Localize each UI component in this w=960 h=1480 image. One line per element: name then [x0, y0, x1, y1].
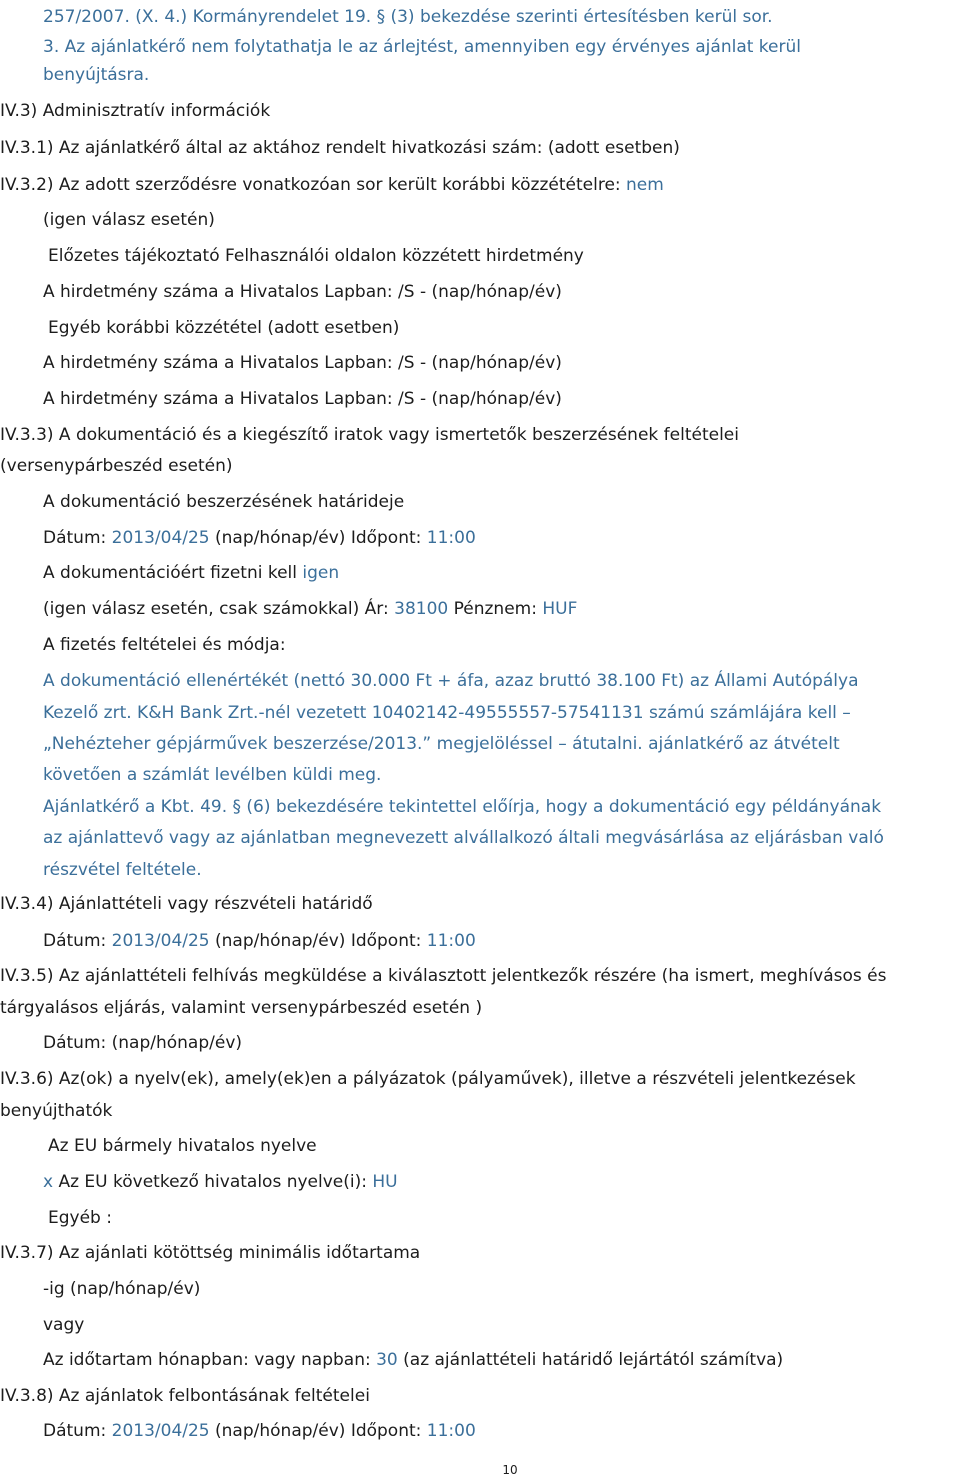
iv36-following-language — [43, 1171, 398, 1193]
page-number: 10 — [502, 1463, 518, 1477]
language-value: HU — [372, 1172, 398, 1192]
iv36-any-eu-language: Az EU bármely hivatalos nyelve — [48, 1136, 317, 1156]
iv32-label: IV.3.2) Az adott szerződésre vonatkozóan sor került korábbi közzétételre: — [0, 175, 627, 195]
price-value: 38100 — [394, 599, 449, 619]
iv33-terms-line-1: A dokumentáció ellenértékét (nettó 30.000 Ft + áfa, azaz bruttó 38.100 Ft) az Állami Autópálya — [43, 671, 859, 691]
iv37-or-line: vagy — [43, 1315, 85, 1335]
iv38-date-line — [43, 1420, 476, 1442]
iv32-other-publication: Egyéb korábbi közzététel (adott esetben) — [48, 318, 400, 338]
section-iv35-heading-cont: tárgyalásos eljárás, valamint versenypárbeszéd esetén ) — [0, 998, 483, 1018]
time-value: 11:00 — [426, 931, 476, 951]
date-value: 2013/04/25 — [111, 528, 210, 548]
section-iv35-heading: IV.3.5) Az ajánlattételi felhívás megküldése a kiválasztott jelentkezők részére (ha ismert, meghívásos és — [0, 966, 887, 986]
date-label: Dátum: — [43, 528, 112, 548]
iv33-terms-line-3: „Nehézteher gépjárművek beszerzése/2013.” megjelöléssel – átutalni. ajánlatkérő az átvételt — [43, 734, 840, 754]
iv35-date-line: Dátum: (nap/hónap/év) — [43, 1033, 243, 1053]
time-label: (nap/hónap/év) Időpont: — [209, 528, 427, 548]
currency-value: HUF — [542, 599, 578, 619]
section-iv32-heading — [0, 174, 664, 196]
section-iv31-heading: IV.3.1) Az ajánlatkérő által az aktához rendelt hivatkozási szám: (adott esetben) — [0, 138, 680, 158]
iv33-payment-terms-label: A fizetés feltételei és módja: — [43, 635, 286, 655]
iv33-terms-line-5: Ajánlatkérő a Kbt. 49. § (6) bekezdésére tekintettel előírja, hogy a dokumentáció egy példányának — [43, 797, 882, 817]
iv33-payment-required — [43, 562, 339, 584]
iv33-date-line — [43, 527, 476, 549]
iv37-until-line: -ig (nap/hónap/év) — [43, 1279, 201, 1299]
section-iv36-heading: IV.3.6) Az(ok) a nyelv(ek), amely(ek)en a pályázatok (pályaművek), illetve a részvételi jelentkezések — [0, 1069, 856, 1089]
iv33-price-line — [43, 598, 577, 620]
iv37-duration-line — [43, 1349, 783, 1371]
section-iv33-heading: IV.3.3) A dokumentáció és a kiegészítő iratok vagy ismertetők beszerzésének feltételei — [0, 425, 739, 445]
date-label: Dátum: — [43, 931, 112, 951]
date-value: 2013/04/25 — [111, 1421, 210, 1441]
iv32-notice-number-3: A hirdetmény száma a Hivatalos Lapban: /S - (nap/hónap/év) — [43, 389, 562, 409]
checkbox-mark: x — [43, 1172, 54, 1192]
iv32-value: nem — [626, 175, 664, 195]
currency-label: Pénznem: — [448, 599, 543, 619]
time-label: (nap/hónap/év) Időpont: — [209, 931, 427, 951]
payment-label: A dokumentációért fizetni kell — [43, 563, 303, 583]
iv33-terms-line-7: részvétel feltétele. — [43, 860, 202, 880]
time-value: 11:00 — [426, 528, 476, 548]
iv33-terms-line-2: Kezelő zrt. K&H Bank Zrt.-nél vezetett 10402142-49555557-57541131 számú számlájára kell – — [43, 703, 851, 723]
section-iv34-heading: IV.3.4) Ajánlattételi vagy részvételi határidő — [0, 894, 373, 914]
section-iv33-heading-cont: (versenypárbeszéd esetén) — [0, 456, 233, 476]
duration-label: Az időtartam hónapban: vagy napban: — [43, 1350, 377, 1370]
section-iv38-heading: IV.3.8) Az ajánlatok felbontásának feltételei — [0, 1386, 370, 1406]
intro-line-3: benyújtásra. — [43, 65, 150, 85]
duration-note: (az ajánlattételi határidő lejártától számítva) — [397, 1350, 784, 1370]
iv33-terms-line-4: követően a számlát levélben küldi meg. — [43, 765, 382, 785]
iv32-notice-number-2: A hirdetmény száma a Hivatalos Lapban: /S - (nap/hónap/év) — [43, 353, 562, 373]
price-label: (igen válasz esetén, csak számokkal) Ár: — [43, 599, 395, 619]
iv36-other: Egyéb : — [48, 1208, 112, 1228]
time-value: 11:00 — [426, 1421, 476, 1441]
section-iv3-heading: IV.3) Adminisztratív információk — [0, 101, 271, 121]
duration-value: 30 — [376, 1350, 398, 1370]
iv33-deadline-label: A dokumentáció beszerzésének határideje — [43, 492, 405, 512]
language-label: Az EU következő hivatalos nyelve(i): — [53, 1172, 373, 1192]
section-iv37-heading: IV.3.7) Az ajánlati kötöttség minimális időtartama — [0, 1243, 421, 1263]
time-label: (nap/hónap/év) Időpont: — [209, 1421, 427, 1441]
date-label: Dátum: — [43, 1421, 112, 1441]
iv32-yes-note: (igen válasz esetén) — [43, 210, 215, 230]
intro-line-1: 257/2007. (X. 4.) Kormányrendelet 19. § (3) bekezdése szerinti értesítésben kerül sor. — [43, 7, 773, 27]
intro-line-2: 3. Az ajánlatkérő nem folytathatja le az árlejtést, amennyiben egy érvényes ajánlat kerül — [43, 37, 801, 57]
iv32-notice-number-1: A hirdetmény száma a Hivatalos Lapban: /S - (nap/hónap/év) — [43, 282, 562, 302]
iv34-date-line — [43, 930, 476, 952]
iv32-prior-info: Előzetes tájékoztató Felhasználói oldalon közzétett hirdetmény — [48, 246, 584, 266]
iv33-terms-line-6: az ajánlattevő vagy az ajánlatban megnevezett alvállalkozó általi megvásárlása az eljárásban való — [43, 828, 884, 848]
date-value: 2013/04/25 — [111, 931, 210, 951]
payment-value: igen — [302, 563, 340, 583]
section-iv36-heading-cont: benyújthatók — [0, 1101, 113, 1121]
